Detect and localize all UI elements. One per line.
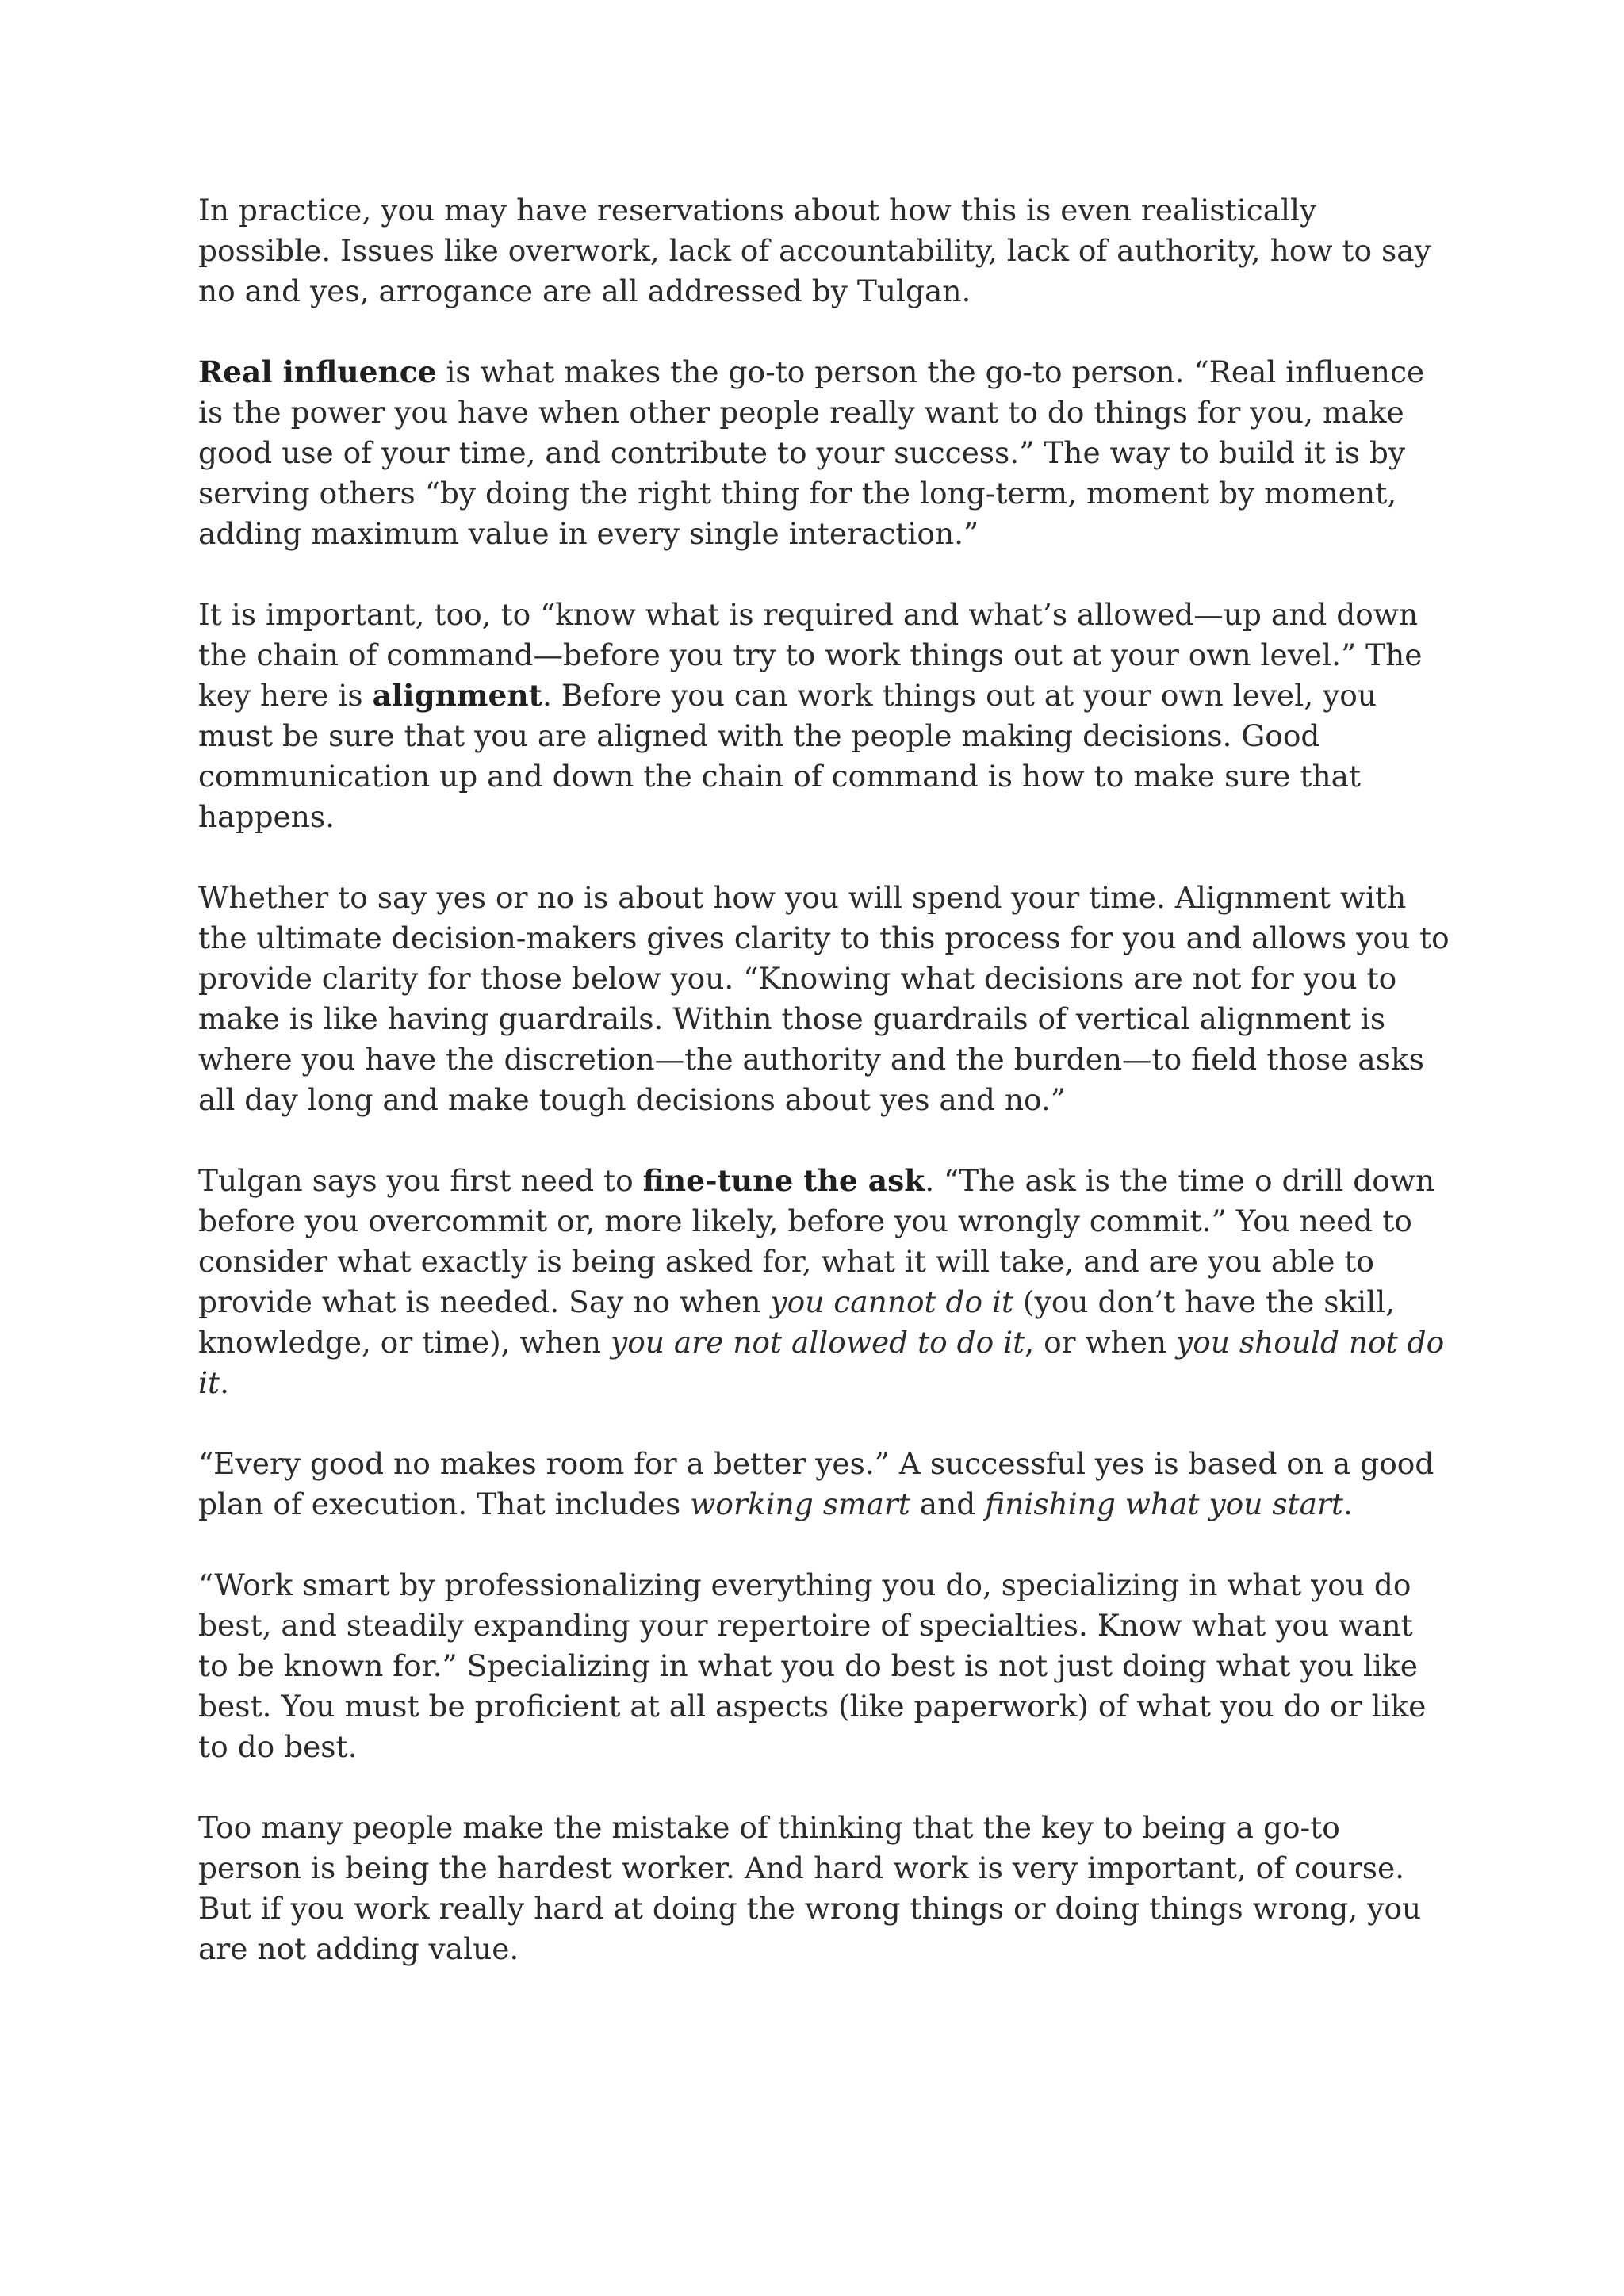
- italic-phrase: working smart: [690, 1487, 910, 1521]
- paragraph-text: In practice, you may have reservations about how this is even realistically possible. Issues like overwork, lack of accountability, lack of authority, how to say no and yes, arrogance are all addressed by Tulgan.: [198, 193, 1431, 308]
- paragraph: [198, 190, 1451, 312]
- paragraph-text: Too many people make the mistake of thinking that the key to being a go-to person is being the hardest worker. And hard work is very important, of course. But if you work really hard at doing the wrong things or doing things wrong, you are not adding value.: [198, 1810, 1422, 1966]
- paragraph: [198, 352, 1451, 554]
- italic-phrase: you cannot do it: [770, 1284, 1014, 1319]
- paragraph-text: and: [910, 1487, 986, 1521]
- paragraph-text: is what makes the go-to person the go-to person. “Real influence is the power you have when other people really want to do things for you, make good use of your time, and contribute to your success.” The way to build it is by serving others “by doing the right thing for the long-term, moment by moment, adding maximum value in every single interaction.”: [198, 354, 1425, 551]
- paragraph-text: It is important, too, to “know what is required and what’s allowed—up and down the chain of command—before you try to work things out at your own level.” The key here is: [198, 597, 1423, 713]
- bold-term-alignment: alignment: [372, 678, 542, 713]
- paragraph: [198, 1808, 1451, 1969]
- paragraph-text: Tulgan says you first need to: [198, 1163, 643, 1198]
- paragraph: [198, 1161, 1451, 1403]
- bold-term-real-influence: Real influence: [198, 354, 437, 389]
- paragraph-text: Whether to say yes or no is about how you will spend your time. Alignment with the ultimate decision-makers gives clarity to this process for you and allows you to provide clarity for those below you. “Knowing what decisions are not for you to make is like having guardrails. Within those guardrails of vertical alignment is where you have the discretion—the authority and the burden—to field those asks all day long and make tough decisions about yes and no.”: [198, 880, 1450, 1117]
- paragraph-text: .: [220, 1365, 229, 1400]
- paragraph: [198, 1444, 1451, 1525]
- italic-phrase: you should not do it: [198, 1325, 1445, 1400]
- paragraph: [198, 878, 1451, 1120]
- paragraph-text: , or when: [1025, 1325, 1177, 1360]
- italic-phrase: finishing what you start: [985, 1487, 1343, 1521]
- paragraph-text: “Every good no makes room for a better yes.” A successful yes is based on a good plan of execution. That includes: [198, 1446, 1434, 1521]
- paragraph: [198, 1565, 1451, 1767]
- italic-phrase: you are not allowed to do it: [611, 1325, 1025, 1360]
- document-body: [198, 190, 1451, 1969]
- paragraph-text: . “The ask is the time o drill down before you overcommit or, more likely, before you wrongly commit.” You need to consider what exactly is being asked for, what it will take, and are you able to provide what is needed. Say no when: [198, 1163, 1435, 1319]
- paragraph-text: .: [1342, 1487, 1353, 1521]
- paragraph-text: . Before you can work things out at your own level, you must be sure that you are aligned with the people making decisions. Good communication up and down the chain of command is how to make sure that happens.: [198, 678, 1377, 834]
- paragraph: [198, 595, 1451, 837]
- bold-term-fine-tune-the-ask: fine-tune the ask: [642, 1163, 925, 1198]
- paragraph-text: “Work smart by professionalizing everything you do, specializing in what you do best, and steadily expanding your repertoire of specialties. Know what you want to be known for.” Specializing in what you do best is not just doing what you like best. You must be proficient at all aspects (like paperwork) of what you do or like to do best.: [198, 1567, 1427, 1764]
- paragraph-text: (you don’t have the skill, knowledge, or time), when: [198, 1284, 1396, 1360]
